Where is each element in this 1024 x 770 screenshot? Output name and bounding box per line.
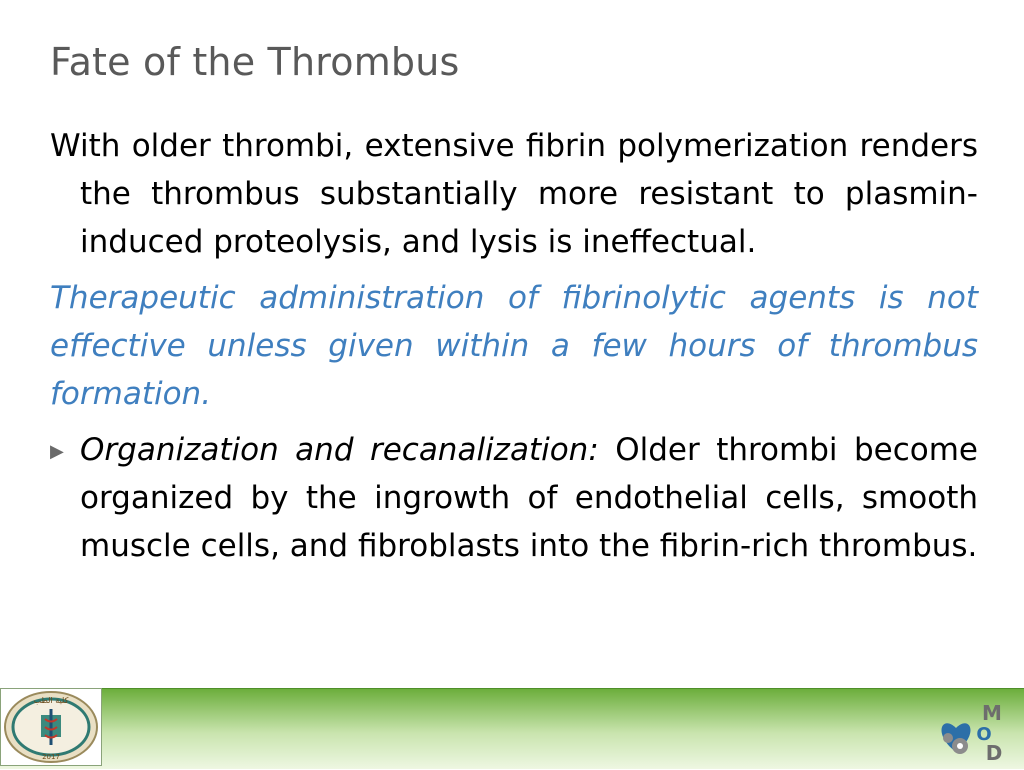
logo-letter-o: O <box>976 724 992 745</box>
bullet-body: Older thrombi become organized by the ingrowth of endothelial cells, smooth muscle cells, and fibroblasts into the fibrin-rich thrombus. <box>80 432 978 564</box>
paragraph-therapeutic: Therapeutic administration of fibrinolytic agents is not effective unless given within a few hours of thrombus formation. <box>50 280 978 412</box>
logo-year: 2017 <box>42 753 60 761</box>
bullet-organization <box>50 426 978 570</box>
triangle-right-icon: ▶ <box>50 441 64 462</box>
bullet-text <box>80 426 978 570</box>
college-seal-logo <box>0 688 102 766</box>
logo-letter-m: M <box>982 701 1002 725</box>
bullet-lead: Organization and recanalization: <box>80 432 599 468</box>
slide-title: Fate of the Thrombus <box>50 40 460 84</box>
footer-bar <box>0 688 1024 769</box>
svg-text:كلية الطب: كلية الطب <box>33 696 69 705</box>
logo-letter-d: D <box>985 741 1003 762</box>
mod-logo <box>936 700 1008 762</box>
slide-body <box>50 122 978 570</box>
paragraph-older-thrombi: With older thrombi, extensive fibrin polymerization renders the thrombus substantially more resistant to plasmin-induced proteolysis, and lysis is ineffectual. <box>50 128 978 260</box>
